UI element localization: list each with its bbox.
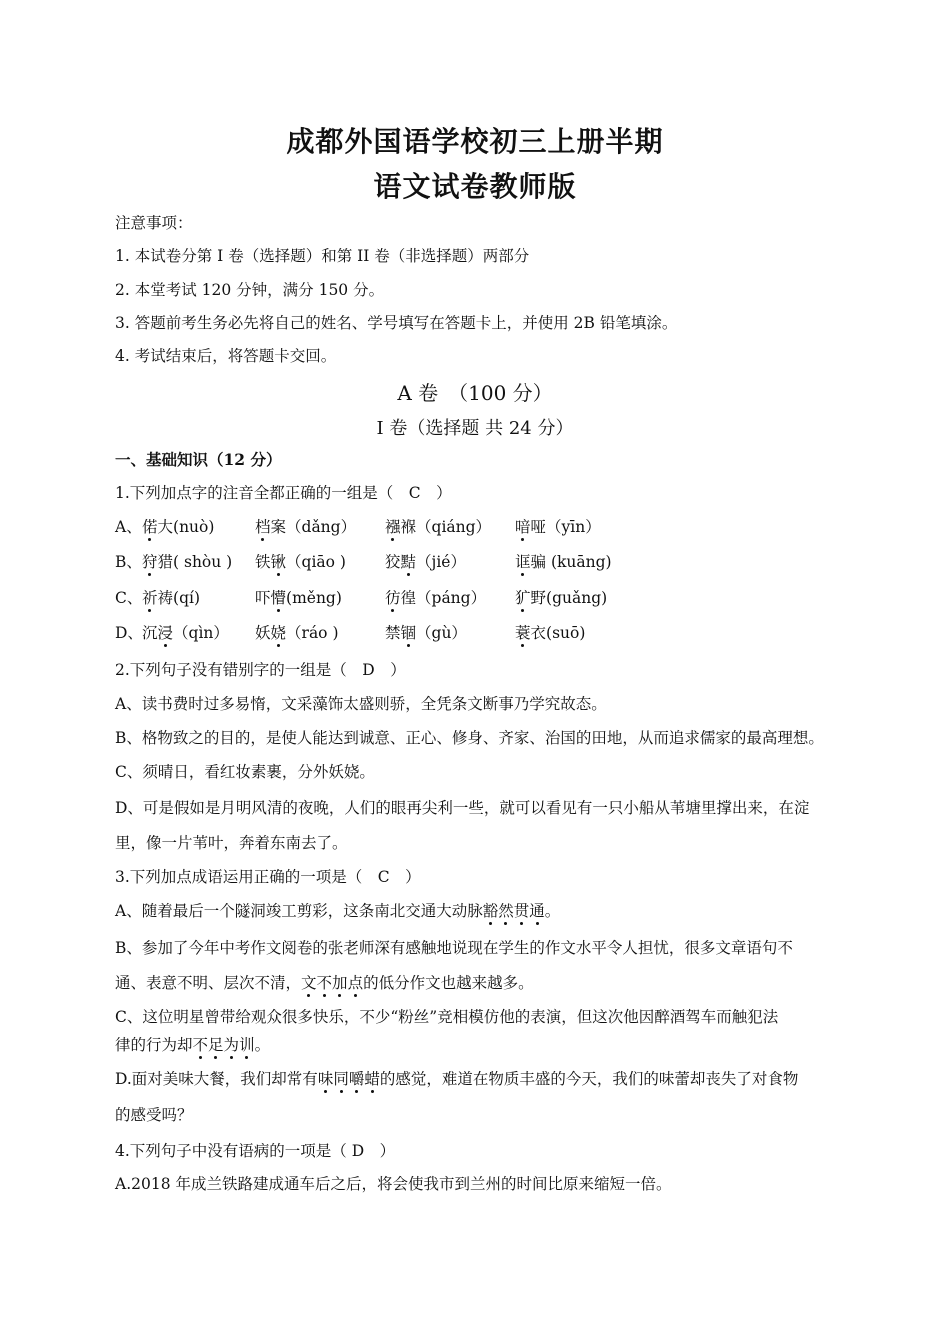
q1-option-label: A、 xyxy=(115,518,142,536)
dotted-char: 为 xyxy=(223,1036,240,1054)
q1-item-dotted-char: 偌 xyxy=(142,518,158,536)
document-title-line1: 成都外国语学校初三上册半期 xyxy=(286,125,664,158)
q1-item-pre: 沉 xyxy=(142,624,158,642)
q3-c-text: 律的行为却 xyxy=(115,1036,193,1054)
q1-option-item xyxy=(515,516,601,538)
q1-option-item xyxy=(515,622,585,644)
dotted-char: 蜡 xyxy=(364,1070,380,1088)
q3-c-end: 。 xyxy=(254,1036,271,1054)
note-item-2: 2. 本堂考试 120 分钟，满分 150 分。 xyxy=(115,281,385,299)
q1-item-post: （gù） xyxy=(416,624,467,642)
q3-b-text: 通、表意不明、层次不清， xyxy=(115,974,302,992)
q1-option-item xyxy=(385,622,467,644)
q2-stem: 2.下列句子没有错别字的一组是（ D ） xyxy=(115,661,406,679)
q1-option-item xyxy=(255,551,346,573)
q1-item-dotted-char: 档 xyxy=(255,518,271,536)
q1-item-post: 案（dǎng） xyxy=(270,518,357,536)
q3-c-idiom xyxy=(193,1036,255,1054)
q2-option-a: A、读书费时过多易惰，文采藻饰太盛则骄，全凭条文断事乃学究故态。 xyxy=(115,695,607,713)
q3-a-text: A、随着最后一个隧洞竣工剪彩，这条南北交通大动脉 xyxy=(115,902,483,920)
section-part1: I 卷（选择题 共 24 分） xyxy=(376,418,574,439)
q1-option-label: D、 xyxy=(115,624,143,642)
dotted-char: 然 xyxy=(498,902,514,920)
q1-item-pre: 狡 xyxy=(385,553,401,571)
q3-a-end: 。 xyxy=(544,902,561,920)
q1-item-dotted-char: 犷 xyxy=(515,589,531,607)
q1-option-item xyxy=(385,516,491,538)
q1-item-dotted-char: 祈 xyxy=(142,589,158,607)
dotted-char: 足 xyxy=(208,1036,224,1054)
section-basic-knowledge: 一、基础知识（12 分） xyxy=(115,450,282,469)
q1-item-dotted-char: 彷 xyxy=(385,589,401,607)
q3-option-a xyxy=(115,900,840,922)
dotted-char: 点 xyxy=(347,974,364,992)
q1-item-dotted-char: 诓 xyxy=(515,553,531,571)
section-a-paper: A 卷 （100 分） xyxy=(397,381,553,405)
q1-option-item xyxy=(515,587,607,609)
q1-item-dotted-char: 浸 xyxy=(157,624,174,642)
dotted-char: 加 xyxy=(332,974,348,992)
q1-item-post: （qìn） xyxy=(173,624,229,642)
q3-b-idiom xyxy=(301,974,363,992)
q1-item-dotted-char: 锢 xyxy=(400,624,417,642)
q1-item-pre: 禁 xyxy=(385,624,401,642)
q1-item-dotted-char: 懵 xyxy=(270,589,287,607)
q3-d-end: 的感觉，难道在物质丰盛的今天，我们的味蕾却丧失了对食物 xyxy=(379,1070,799,1088)
dotted-char: 不 xyxy=(316,974,333,992)
q1-item-post: 猎( shòu ) xyxy=(157,553,233,571)
q4-option-a: A.2018 年成兰铁路建成通车后之后，将会使我市到兰州的时间比原来缩短一倍。 xyxy=(115,1175,672,1193)
q1-item-post: （ráo ) xyxy=(286,624,339,642)
q1-option-item xyxy=(385,587,486,609)
q3-d-idiom xyxy=(318,1070,380,1088)
q1-item-post: 骗 (kuāng) xyxy=(530,553,612,571)
q1-item-post: （qiāo ) xyxy=(286,553,346,571)
q3-a-idiom xyxy=(483,902,545,920)
note-item-4: 4. 考试结束后，将答题卡交回。 xyxy=(115,347,337,365)
q3-option-d-line1 xyxy=(115,1068,840,1090)
q1-item-dotted-char: 黠 xyxy=(400,553,417,571)
dotted-char: 同 xyxy=(333,1070,349,1088)
q3-option-b-line2 xyxy=(115,972,840,994)
q4-stem: 4.下列句子中没有语病的一项是（ D ） xyxy=(115,1142,396,1160)
q3-stem: 3.下列加点成语运用正确的一项是（ C ） xyxy=(115,868,421,886)
dotted-char: 豁 xyxy=(482,902,499,920)
q1-item-post: 野(guǎng) xyxy=(530,589,608,607)
q1-item-post: 褓（qiáng） xyxy=(400,518,492,536)
q3-option-d-line2: 的感受吗？ xyxy=(115,1106,193,1124)
q1-stem: 1.下列加点字的注音全都正确的一组是（ C ） xyxy=(115,484,452,502)
q1-option-label: C、 xyxy=(115,589,143,607)
dotted-char: 嚼 xyxy=(348,1070,365,1088)
q1-option-item xyxy=(142,551,232,573)
q1-item-pre: 妖 xyxy=(255,624,271,642)
q1-option-item xyxy=(142,516,214,538)
note-item-3: 3. 答题前考生务必先将自己的姓名、学号填写在答题卡上，并使用 2B 铅笔填涂。 xyxy=(115,314,678,332)
dotted-char: 味 xyxy=(317,1070,334,1088)
q1-item-dotted-char: 喑 xyxy=(515,518,531,536)
q1-option-item xyxy=(142,587,200,609)
q3-option-c-line2 xyxy=(115,1034,840,1056)
q1-option-item xyxy=(385,551,466,573)
q2-option-b: B、格物致之的目的，是使人能达到诚意、正心、修身、齐家、治国的田地，从而追求儒家的最高理想。 xyxy=(115,729,824,747)
q1-item-dotted-char: 锹 xyxy=(270,553,287,571)
q1-item-post: (měng) xyxy=(286,589,342,607)
q1-item-post: 大(nuò) xyxy=(157,518,215,536)
dotted-char: 通 xyxy=(529,902,545,920)
q1-item-dotted-char: 襁 xyxy=(385,518,401,536)
q3-d-text: D.面对美味大餐，我们却常有 xyxy=(115,1070,318,1088)
q2-option-d-line2: 里，像一片苇叶，奔着东南去了。 xyxy=(115,834,348,852)
q3-option-c-line1: C、这位明星曾带给观众很多快乐，不少“粉丝”竞相模仿他的表演，但这次他因醉酒驾车而触犯法 xyxy=(115,1008,779,1026)
q1-item-pre: 吓 xyxy=(255,589,271,607)
q1-item-dotted-char: 娆 xyxy=(270,624,287,642)
dotted-char: 不 xyxy=(192,1036,209,1054)
dotted-char: 文 xyxy=(301,974,317,992)
q1-item-pre: 铁 xyxy=(255,553,271,571)
q1-option-item xyxy=(255,516,356,538)
q1-option-item xyxy=(255,587,342,609)
document-title-line2: 语文试卷教师版 xyxy=(373,170,577,203)
q3-option-b-line1: B、参加了今年中考作文阅卷的张老师深有感触地说现在学生的作文水平令人担忧，很多文章语句不 xyxy=(115,939,793,957)
q1-option-item xyxy=(255,622,339,644)
notes-heading: 注意事项： xyxy=(115,214,193,232)
dotted-char: 贯 xyxy=(513,902,530,920)
q1-item-post: 衣(suō) xyxy=(530,624,586,642)
q1-option-item xyxy=(142,622,229,644)
q2-option-d-line1: D、可是假如是月明风清的夜晚，人们的眼再尖利一些，就可以看见有一只小船从苇塘里撑出来，在淀 xyxy=(115,799,810,817)
dotted-char: 训 xyxy=(239,1036,255,1054)
q2-option-c: C、须晴日，看红妆素裹，分外妖娆。 xyxy=(115,763,375,781)
q3-b-end: 的低分作文也越来越多。 xyxy=(363,974,534,992)
q1-item-post: 徨（páng） xyxy=(400,589,487,607)
q1-item-post: （jié） xyxy=(416,553,466,571)
q1-option-item xyxy=(515,551,612,573)
q1-item-dotted-char: 狩 xyxy=(142,553,158,571)
q1-item-post: 祷(qí) xyxy=(157,589,200,607)
note-item-1: 1. 本试卷分第 I 卷（选择题）和第 II 卷（非选择题）两部分 xyxy=(115,247,530,265)
q1-item-post: 哑（yīn） xyxy=(530,518,601,536)
q1-option-label: B、 xyxy=(115,553,142,571)
q1-item-dotted-char: 蓑 xyxy=(515,624,531,642)
